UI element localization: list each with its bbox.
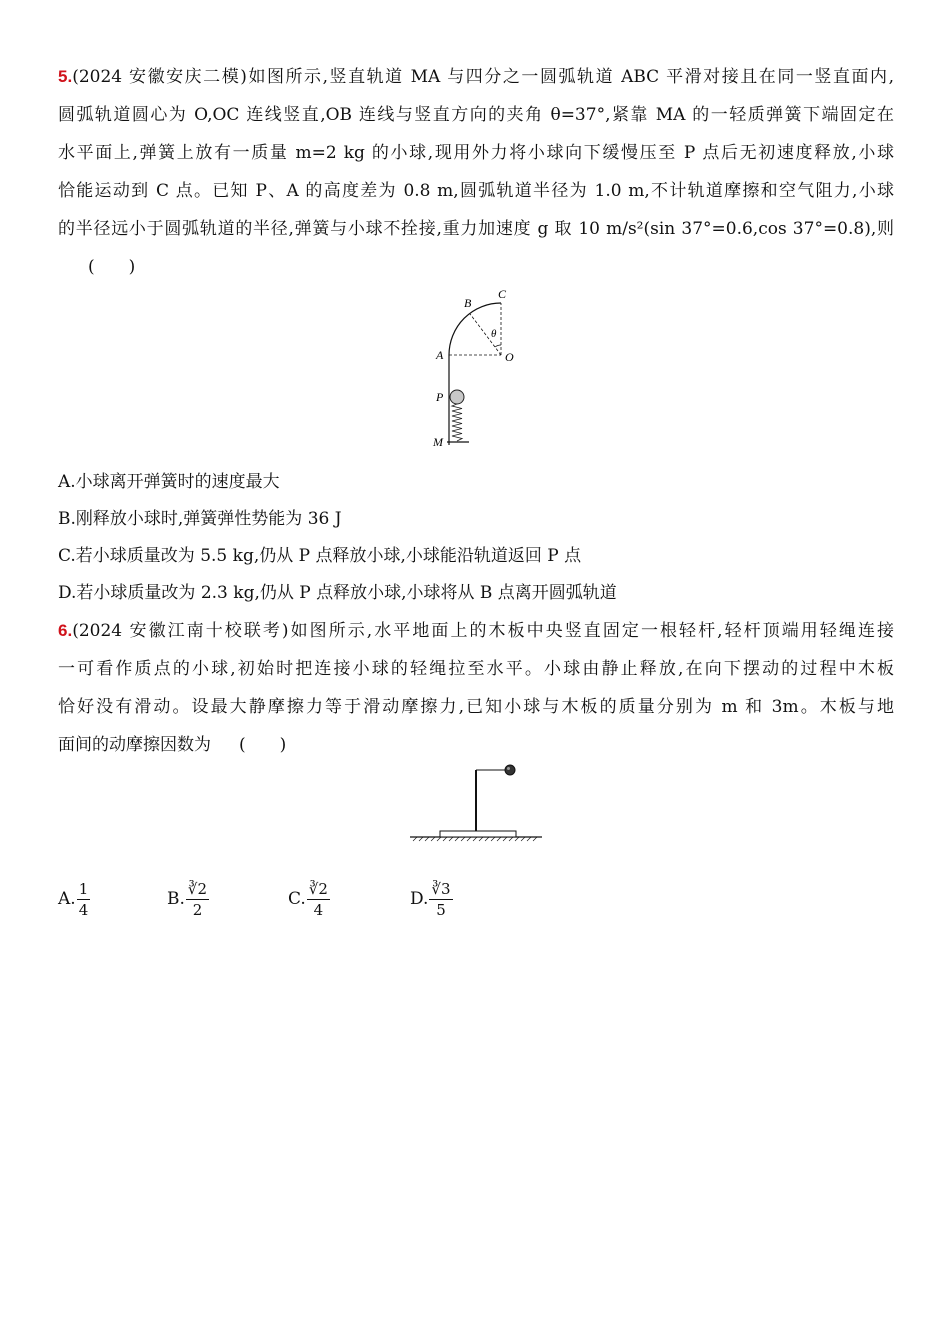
label-c: C — [498, 287, 507, 301]
label-theta: θ — [491, 328, 497, 340]
q6-line-3: 恰好没有滑动。设最大静摩擦力等于滑动摩擦力,已知小球与木板的质量分别为 m 和 3m。木板与地 — [58, 697, 894, 717]
theta-arc — [495, 345, 501, 347]
fraction-c: $\frac{∛2}{4}$ — [308, 879, 328, 919]
label-o: O — [505, 350, 514, 364]
q5-option-d: D.若小球质量改为 2.3 kg,仍从 P 点释放小球,小球将从 B 点离开圆弧轨道 — [58, 583, 617, 603]
document-page — [58, 58, 894, 286]
q6-options — [58, 873, 558, 925]
ball-p — [450, 390, 464, 404]
spring — [452, 404, 462, 441]
q5-option-b: B.刚释放小球时,弹簧弹性势能为 36 J — [58, 509, 342, 529]
q5-track-figure — [425, 285, 530, 453]
label-p: P — [436, 390, 444, 404]
fraction-d: $\frac{∛3}{5}$ — [431, 879, 451, 919]
q5-option-c: C.若小球质量改为 5.5 kg,仍从 P 点释放小球,小球能沿轨道返回 P 点 — [58, 546, 582, 566]
fraction-b: $\frac{∛2}{2}$ — [187, 879, 208, 919]
q6-option-b: B. $\frac{∛2}{2}$ — [167, 879, 208, 919]
q5-line-1: 5.(2024 安徽安庆二模)如图所示,竖直轨道 MA 与四分之一圆弧轨道 ABC 平滑对接且在同一竖直面内, — [58, 67, 894, 87]
q5-line-5: 的半径远小于圆弧轨道的半径,弹簧与小球不拴接,重力加速度 g 取 10 m/s²(sin 37°=0.6,cos 37°=0.8),则 — [58, 219, 894, 239]
question-6 — [58, 612, 894, 764]
q5-line-4: 恰能运动到 C 点。已知 P、A 的高度差为 0.8 m,圆弧轨道半径为 1.0 m,不计轨道摩擦和空气阻力,小球 — [58, 181, 894, 201]
q5-options-and-q6 — [58, 464, 894, 764]
q5-line-2: 圆弧轨道圆心为 O,OC 连线竖直,OB 连线与竖直方向的夹角 θ=37°,紧靠 MA 的一轻质弹簧下端固定在 — [58, 105, 894, 125]
q6-number: 6. — [58, 621, 73, 640]
label-m: M — [433, 435, 443, 449]
pendulum-ball — [505, 765, 515, 775]
q6-option-c: C. $\frac{∛2}{4}$ — [288, 879, 328, 919]
q6-option-a: A. $\frac{1}{4}$ — [58, 879, 89, 919]
q5-option-a: A.小球离开弹簧时的速度最大 — [58, 472, 280, 492]
q6-answer-paren: ( ) — [239, 735, 287, 755]
label-a: A — [436, 348, 444, 362]
q5-answer-paren: ( ) — [88, 257, 136, 277]
q5-line-3: 水平面上,弹簧上放有一质量 m=2 kg 的小球,现用外力将小球向下缓慢压至 P 点后无初速度释放,小球 — [58, 143, 894, 163]
q6-option-d: D. $\frac{∛3}{5}$ — [410, 879, 451, 919]
ball-highlight — [507, 767, 510, 770]
q6-line-2: 一可看作质点的小球,初始时把连接小球的轻绳拉至水平。小球由静止释放,在向下摆动的过程中木板 — [58, 659, 894, 679]
q6-line-4: 面间的动摩擦因数为 ( ) — [58, 735, 287, 755]
wood-board — [440, 831, 516, 837]
q6-pendulum-figure — [405, 760, 545, 845]
fraction-a: $\frac{1}{4}$ — [78, 879, 89, 919]
question-5 — [58, 58, 894, 286]
q6-line-1: 6.(2024 安徽江南十校联考)如图所示,水平地面上的木板中央竖直固定一根轻杆,轻杆顶端用轻绳连接 — [58, 621, 894, 641]
q5-number: 5. — [58, 67, 73, 86]
label-b: B — [464, 296, 472, 310]
